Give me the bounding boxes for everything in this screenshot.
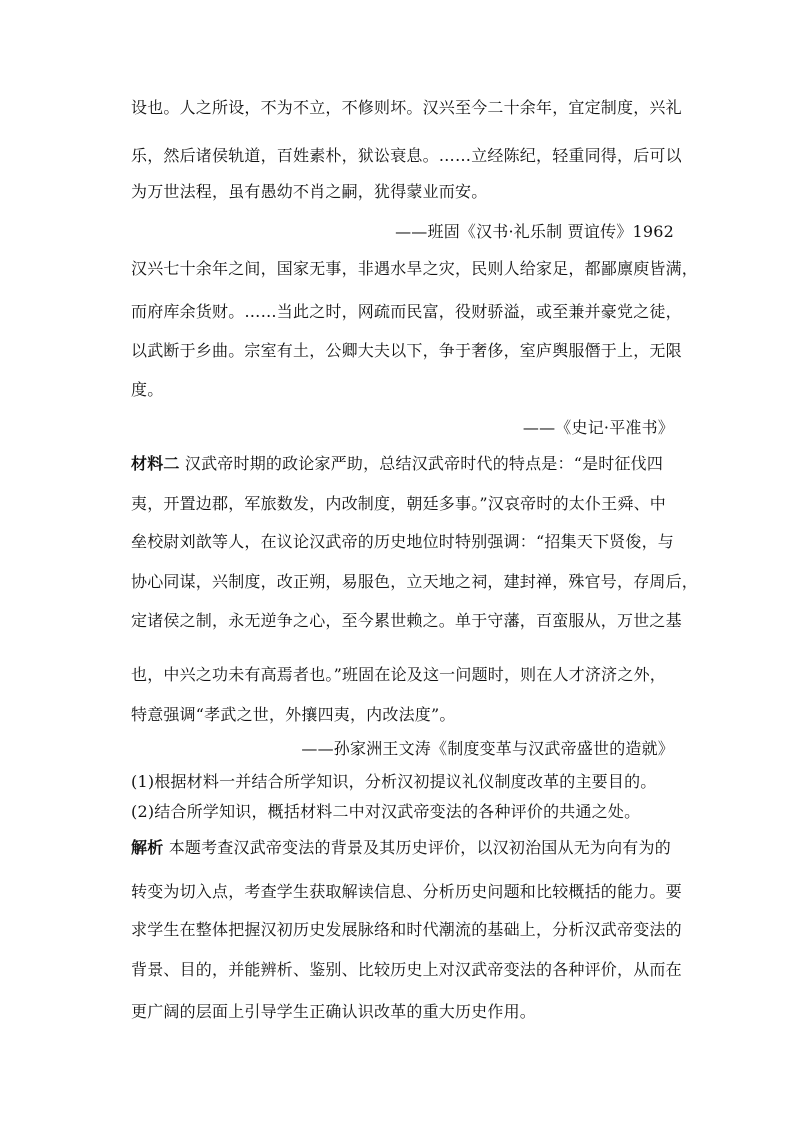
analysis-line: 背景、目的，并能辨析、鉴别、比较历史上对汉武帝变法的各种评价，从而在: [131, 960, 682, 979]
passage-line: 汉兴七十余年之间，国家无事，非遇水旱之灾，民则人给家足，都鄙廪庾皆满，: [131, 259, 699, 278]
analysis-line: 转变为切入点，考查学生获取解读信息、分析历史问题和比较概括的能力。要: [131, 882, 682, 901]
passage-line: 协心同谋，兴制度，改正朔，易服色，立天地之祠，建封禅，殊官号，存周后，: [131, 572, 699, 591]
analysis-line: 更广阔的层面上引导学生正确认识改革的重大历史作用。: [131, 1002, 537, 1021]
passage-line: 为万世法程，虽有愚幼不肖之嗣，犹得蒙业而安。: [131, 182, 488, 201]
passage-line: 而府库余货财。……当此之时，网疏而民富，役财骄溢，或至兼并豪党之徒，: [131, 302, 682, 321]
citation: ——孙家洲王文涛《制度变革与汉武帝盛世的造就》: [301, 739, 674, 758]
analysis-line: [131, 838, 675, 858]
analysis-text: 本题考查汉武帝变法的背景及其历史评价，以汉初治国从无为向有为的: [163, 838, 671, 857]
passage-line: 垒校尉刘歆等人，在议论汉武帝的历史地位时特别强调：“招集天下贤俊，与: [131, 532, 674, 551]
passage-line: 夷，开置边郡，军旅数发，内改制度，朝廷多事。”汉哀帝时的太仆王舜、中: [131, 494, 666, 513]
passage-line: 设也。人之所设，不为不立，不修则坏。汉兴至今二十余年，宜定制度，兴礼: [131, 98, 682, 117]
passage-line: 以武断于乡曲。宗室有土，公卿大夫以下，争于奢侈，室庐舆服僭于上，无限: [131, 341, 682, 360]
passage-line: 度。: [131, 380, 164, 399]
question-1: (1)根据材料一并结合所学知识，分析汉初提议礼仪制度改革的主要目的。: [131, 772, 657, 791]
material-two-text: 汉武帝时期的政论家严助，总结汉武帝时代的特点是：“是时征伐四: [179, 454, 664, 473]
material-two-label: 材料二: [131, 454, 180, 473]
passage-line: 特意强调“孝武之世，外攘四夷，内改法度”。: [131, 705, 456, 724]
passage-line: 也，中兴之功未有高焉者也。”班固在论及这一问题时，则在人才济济之外，: [131, 665, 666, 684]
citation: ——班固《汉书·礼乐制 贾谊传》1962: [395, 222, 674, 241]
citation: ——《史记·平准书》: [522, 418, 674, 437]
material-two-line: [131, 454, 675, 474]
passage-line: 定诸侯之制，永无逆争之心，至今累世赖之。单于守藩，百蛮服从，万世之基: [131, 611, 682, 630]
analysis-line: 求学生在整体把握汉初历史发展脉络和时代潮流的基础上，分析汉武帝变法的: [131, 920, 682, 939]
passage-line: 乐，然后诸侯轨道，百姓素朴，狱讼衰息。……立经陈纪，轻重同得，后可以: [131, 146, 682, 165]
analysis-label: 解析: [131, 838, 164, 857]
question-2: (2)结合所学知识，概括材料二中对汉武帝变法的各种评价的共通之处。: [131, 802, 641, 821]
